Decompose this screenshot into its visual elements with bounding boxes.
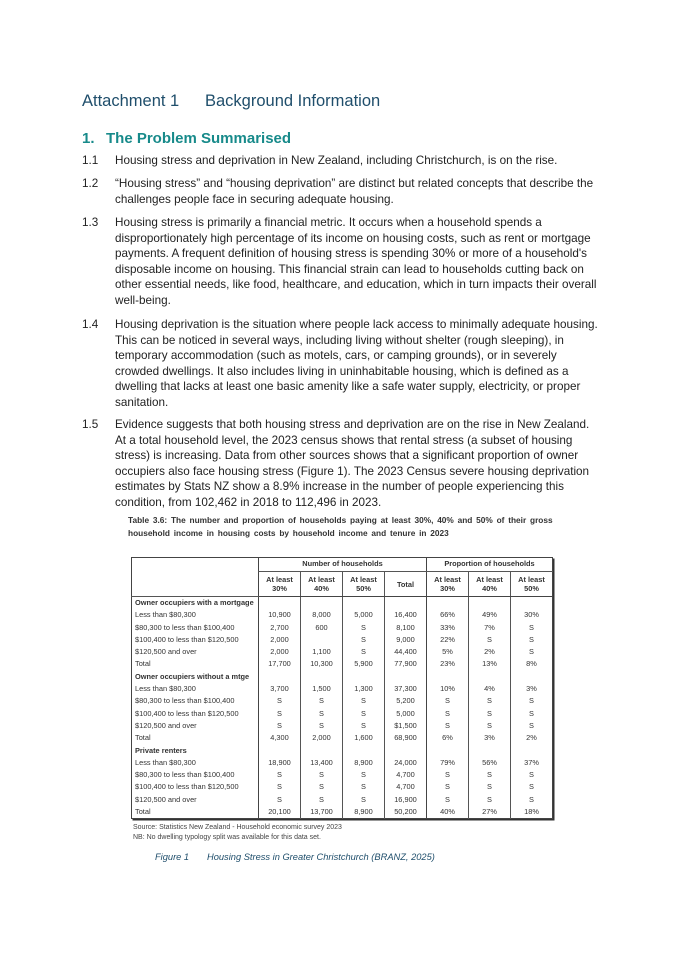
row-label: $120,500 and over (135, 720, 197, 730)
row-label: $100,400 to less than $120,500 (135, 782, 239, 792)
empty-cell (301, 745, 343, 757)
row-label: $100,400 to less than $120,500 (135, 634, 239, 644)
table-cell: 4,700 (385, 769, 427, 781)
table-row (132, 806, 553, 819)
empty-cell (343, 671, 385, 683)
table-cell: 68,900 (385, 732, 427, 744)
table-cell: 1,300 (343, 683, 385, 695)
table-cell: 40% (427, 806, 469, 819)
table-cell: S (469, 708, 511, 720)
table-cell: 37,300 (385, 683, 427, 695)
table-cell: S (259, 794, 301, 806)
table-source: Source: Statistics New Zealand - Household economic survey 2023 (133, 824, 342, 831)
table-cell: 16,400 (385, 609, 427, 621)
table-cell: 10,900 (259, 609, 301, 621)
table-cell: S (259, 695, 301, 707)
table-cell: S (343, 769, 385, 781)
paragraph-text: Evidence suggests that both housing stress and deprivation are on the rise in New Zealand. At a total household level, the 2023 census shows that rental stress (a subset of housing stress) is increasing. Data from other sources shows that a significant proportion of owner occupiers also face housing stress (Figure 1). The 2023 Census severe housing deprivation estimates by Stats NZ show a 8.9% increase in the number of people experiencing this condition, from 102,462 in 2018 to 112,496 in 2023. (115, 418, 590, 509)
table-cell: 8,000 (301, 609, 343, 621)
row-label: Less than $80,300 (135, 684, 196, 694)
group-title: Private renters (135, 745, 187, 755)
table-cell: 44,400 (385, 646, 427, 658)
table-cell: 2,000 (259, 646, 301, 658)
table-cell: 16,900 (385, 794, 427, 806)
table-row (132, 609, 553, 621)
table-cell: S (259, 769, 301, 781)
proportion-of-households-header: Proportion of households (427, 558, 553, 572)
paragraph-1-2 (82, 176, 602, 207)
table-cell: S (427, 720, 469, 732)
table-cell: S (301, 695, 343, 707)
paragraph-number: 1.4 (82, 318, 99, 331)
empty-cell (301, 671, 343, 683)
paragraph-text: Housing deprivation is the situation where people lack access to minimally adequate housing. This can be noticed in several ways, including living without shelter (rough sleeping), in temporary accommodation (such as motels, cars, or camping grounds), or in severely crowded dwellings. It also includes living in uninhabitable housing, which is defined as a dwelling that lacks at least one basic amenity like a safe water supply, electricity, or proper sanitation. (115, 318, 598, 409)
table-cell: 600 (301, 622, 343, 634)
table-cell: 33% (427, 622, 469, 634)
table-cell: 18,900 (259, 757, 301, 769)
table-cell: S (469, 769, 511, 781)
table-cell: 4,700 (385, 781, 427, 793)
table-cell: 24,000 (385, 757, 427, 769)
table-cell: 1,500 (301, 683, 343, 695)
housing-stress-table (131, 557, 553, 819)
empty-cell (385, 671, 427, 683)
table-row (132, 683, 553, 695)
table-cell: S (469, 720, 511, 732)
table-cell: S (511, 634, 553, 646)
table-cell: 3,700 (259, 683, 301, 695)
table-cell: S (511, 708, 553, 720)
section-title: The Problem Summarised (106, 130, 292, 147)
row-label: Total (135, 807, 151, 817)
figure-caption-text: Housing Stress in Greater Christchurch (BRANZ, 2025) (207, 852, 435, 862)
table-cell: S (511, 622, 553, 634)
table-cell: S (511, 794, 553, 806)
row-label: $120,500 and over (135, 647, 197, 657)
table-cell: 49% (469, 609, 511, 621)
col-header: At least 40% (301, 572, 343, 597)
empty-cell (511, 671, 553, 683)
table-cell: S (469, 695, 511, 707)
group-header-row (132, 671, 553, 683)
paragraph-number: 1.5 (82, 418, 99, 431)
row-label: $80,300 to less than $100,400 (135, 622, 235, 632)
col-header: At least 40% (469, 572, 511, 597)
empty-header-cell (132, 558, 259, 597)
table-cell: S (259, 781, 301, 793)
table-note: NB: No dwelling typology split was available for this data set. (133, 834, 321, 841)
table-cell: S (511, 695, 553, 707)
table-cell: 3% (511, 683, 553, 695)
table-row (132, 634, 553, 646)
table-cell: 37% (511, 757, 553, 769)
table-row (132, 794, 553, 806)
empty-cell (427, 597, 469, 610)
table-cell: S (343, 781, 385, 793)
table-cell: 50,200 (385, 806, 427, 819)
row-label: Total (135, 659, 151, 669)
table-cell: 5,900 (343, 658, 385, 670)
table-cell: 7% (469, 622, 511, 634)
table-cell: 23% (427, 658, 469, 670)
table-cell: $1,500 (385, 720, 427, 732)
table-cell: 17,700 (259, 658, 301, 670)
table-cell: S (301, 720, 343, 732)
row-label: $80,300 to less than $100,400 (135, 770, 235, 780)
table-row (132, 781, 553, 793)
paragraph-1-3 (82, 215, 602, 309)
group-title: Owner occupiers with a mortgage (135, 598, 254, 607)
table-cell: S (469, 781, 511, 793)
table-cell: S (301, 769, 343, 781)
table-caption: Table 3.6: The number and proportion of households paying at least 30%, 40% and 50% of their gross household income in housing costs by household income and tenure in 2023 (128, 515, 553, 538)
table-cell: S (343, 708, 385, 720)
section-number: 1. (82, 130, 95, 147)
number-of-households-header: Number of households (259, 558, 427, 572)
table-cell: S (301, 781, 343, 793)
col-header: At least 50% (343, 572, 385, 597)
empty-cell (469, 745, 511, 757)
table-row (132, 708, 553, 720)
paragraph-1-1 (82, 153, 602, 169)
empty-cell (343, 745, 385, 757)
table-cell: 77,900 (385, 658, 427, 670)
table-cell: S (427, 769, 469, 781)
table-cell: 6% (427, 732, 469, 744)
table-cell: 2,000 (301, 732, 343, 744)
row-label: Less than $80,300 (135, 610, 196, 620)
group-header-row (132, 745, 553, 757)
table-cell: 8,100 (385, 622, 427, 634)
paragraph-1-5 (82, 417, 602, 511)
table-body (132, 597, 553, 819)
table-cell: 56% (469, 757, 511, 769)
table-row (132, 646, 553, 658)
empty-cell (469, 671, 511, 683)
table-cell: S (469, 634, 511, 646)
empty-cell (511, 597, 553, 610)
table-cell: 22% (427, 634, 469, 646)
table-cell: 4,300 (259, 732, 301, 744)
table-cell: S (427, 708, 469, 720)
table-cell: S (511, 720, 553, 732)
group-title: Owner occupiers without a mtge (135, 671, 250, 681)
table-cell: 4% (469, 683, 511, 695)
table-cell: S (511, 769, 553, 781)
paragraph-text: Housing stress is primarily a financial metric. It occurs when a household spends a disproportionately high percentage of its income on housing costs, such as rent or mortgage payments. A frequent definition of housing stress is spending 30% or more of a household's disposable income on housing. This financial strain can lead to households cutting back on other essential needs, like food, healthcare, and education, which in turn impacts their overall well-being. (115, 216, 597, 307)
table-cell: S (343, 646, 385, 658)
table-cell (301, 634, 343, 646)
table-cell: 79% (427, 757, 469, 769)
paragraph-text: “Housing stress” and “housing deprivation” are distinct but related concepts that describe the challenges people face in securing adequate housing. (115, 177, 594, 206)
table-cell: S (301, 794, 343, 806)
table-cell: S (427, 695, 469, 707)
table-row (132, 695, 553, 707)
table-cell: 5,000 (343, 609, 385, 621)
table-cell: S (511, 781, 553, 793)
paragraph-text: Housing stress and deprivation in New Zealand, including Christchurch, is on the rise. (115, 154, 558, 167)
table-cell: S (511, 646, 553, 658)
empty-cell (511, 745, 553, 757)
attachment-label: Attachment 1 (82, 92, 180, 110)
empty-cell (385, 597, 427, 610)
row-label: $120,500 and over (135, 794, 197, 804)
figure-caption (155, 852, 435, 862)
col-header: Total (385, 572, 427, 597)
paragraph-number: 1.3 (82, 216, 99, 229)
table-footnotes (133, 823, 342, 843)
empty-cell (259, 745, 301, 757)
col-header: At least 30% (427, 572, 469, 597)
table-cell: 1,600 (343, 732, 385, 744)
table-cell: 30% (511, 609, 553, 621)
row-label: Less than $80,300 (135, 757, 196, 767)
empty-cell (427, 671, 469, 683)
table-cell: 13% (469, 658, 511, 670)
table-cell: S (343, 720, 385, 732)
attachment-heading (82, 92, 380, 111)
empty-cell (427, 745, 469, 757)
table-cell: 2,700 (259, 622, 301, 634)
table-cell: 3% (469, 732, 511, 744)
col-header: At least 30% (259, 572, 301, 597)
empty-cell (259, 671, 301, 683)
empty-cell (343, 597, 385, 610)
paragraph-number: 1.2 (82, 177, 99, 190)
table-cell: 5,000 (385, 708, 427, 720)
table-row (132, 732, 553, 744)
figure-number: Figure 1 (155, 852, 190, 862)
table-cell: 27% (469, 806, 511, 819)
table-row (132, 757, 553, 769)
table-cell: S (259, 708, 301, 720)
section-heading (82, 130, 291, 147)
table-cell: S (343, 634, 385, 646)
table-row (132, 720, 553, 732)
table-cell: 1,100 (301, 646, 343, 658)
table-cell: 8,900 (343, 757, 385, 769)
table-cell: 5,200 (385, 695, 427, 707)
group-header-row (132, 597, 553, 610)
empty-cell (259, 597, 301, 610)
table-cell: S (259, 720, 301, 732)
table-cell: S (301, 708, 343, 720)
table-row (132, 769, 553, 781)
paragraph-1-4 (82, 317, 602, 411)
table-cell: S (343, 695, 385, 707)
table-row (132, 622, 553, 634)
table-cell: S (343, 794, 385, 806)
col-header: At least 50% (511, 572, 553, 597)
table-cell: 13,700 (301, 806, 343, 819)
empty-cell (469, 597, 511, 610)
table-cell: S (469, 794, 511, 806)
table-cell: 2% (469, 646, 511, 658)
table-cell: 9,000 (385, 634, 427, 646)
table-cell: 20,100 (259, 806, 301, 819)
table-cell: 8,900 (343, 806, 385, 819)
attachment-title: Background Information (205, 92, 381, 110)
table-cell: 18% (511, 806, 553, 819)
paragraph-number: 1.1 (82, 154, 99, 167)
table-cell: 5% (427, 646, 469, 658)
table-cell: 10% (427, 683, 469, 695)
table-cell: 2% (511, 732, 553, 744)
table-cell: 2,000 (259, 634, 301, 646)
table-cell: S (343, 622, 385, 634)
table-row (132, 658, 553, 670)
table-caption-block (128, 514, 558, 540)
row-label: $100,400 to less than $120,500 (135, 708, 239, 718)
table-cell: 13,400 (301, 757, 343, 769)
row-label: $80,300 to less than $100,400 (135, 696, 235, 706)
table-cell: 10,300 (301, 658, 343, 670)
empty-cell (301, 597, 343, 610)
table-cell: S (427, 781, 469, 793)
empty-cell (385, 745, 427, 757)
table-cell: 8% (511, 658, 553, 670)
table-cell: S (427, 794, 469, 806)
row-label: Total (135, 733, 151, 743)
table-cell: 66% (427, 609, 469, 621)
